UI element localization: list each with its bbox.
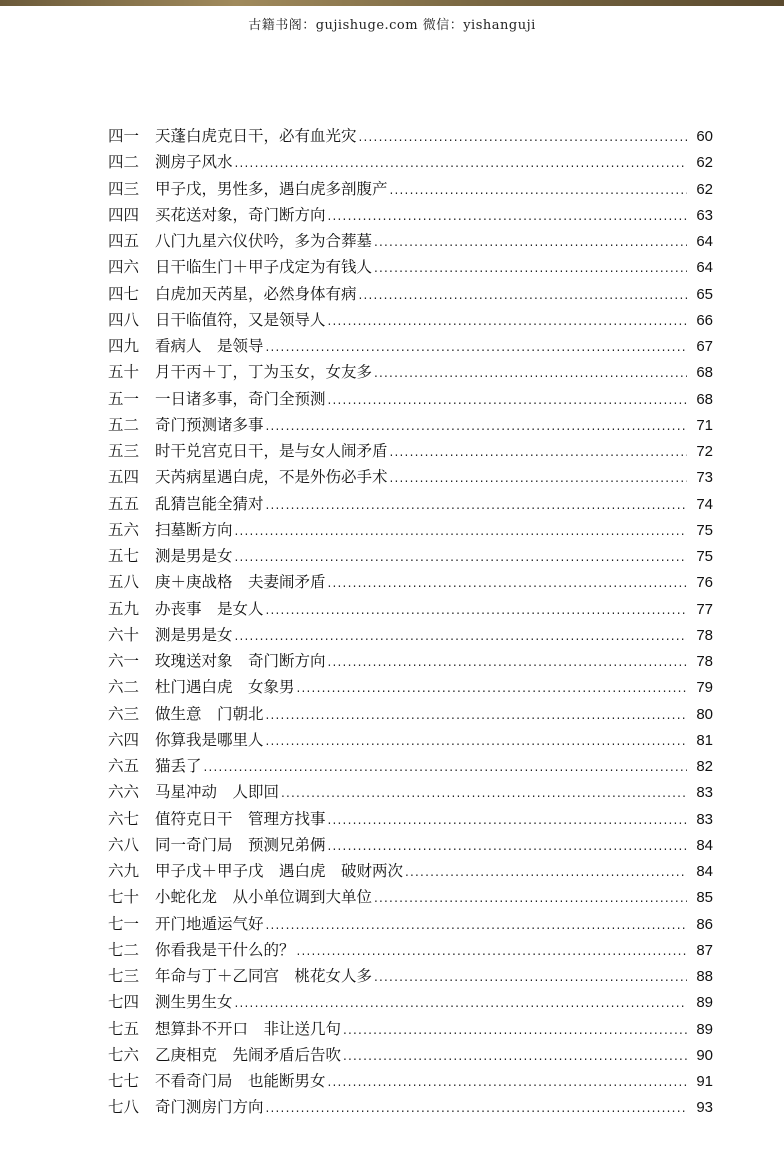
- toc-entry-title: 奇门测房门方向: [155, 1098, 264, 1117]
- toc-leader-dots: [297, 938, 687, 964]
- toc-leader-dots: [359, 124, 687, 150]
- toc-entry-title: 乙庚相克 先闹矛盾后告吹: [155, 1045, 342, 1064]
- toc-entry[interactable]: [108, 254, 713, 280]
- toc-entry-title: 奇门预测诸多事: [155, 415, 264, 434]
- toc-entry-page: 68: [696, 390, 713, 408]
- toc-entry-page: 79: [696, 679, 713, 697]
- toc-entry-title: 甲子戊＋甲子戊 遇白虎 破财两次: [155, 862, 404, 880]
- toc-entry[interactable]: [108, 123, 713, 149]
- table-of-contents: [108, 123, 713, 1121]
- toc-entry-page: 62: [696, 154, 713, 172]
- toc-leader-dots: [390, 177, 687, 203]
- toc-leader-dots: [328, 570, 687, 596]
- toc-entry-title: 开门地遁运气好: [155, 914, 264, 933]
- toc-entry-title: 测是男是女: [155, 547, 233, 565]
- toc-leader-dots: [235, 518, 687, 544]
- toc-entry-number: 六三: [108, 704, 140, 723]
- toc-entry-title: 天芮病星遇白虎，不是外伤必手术: [155, 468, 388, 487]
- toc-leader-dots: [374, 255, 687, 281]
- toc-leader-dots: [374, 229, 687, 255]
- toc-leader-dots: [266, 1095, 687, 1121]
- toc-leader-dots: [235, 150, 687, 176]
- toc-entry[interactable]: [108, 149, 713, 175]
- toc-entry-number: 五六: [108, 520, 140, 539]
- toc-entry-title: 八门九星六仪伏吟，多为合葬墓: [155, 232, 373, 250]
- toc-entry[interactable]: [108, 412, 713, 438]
- toc-entry-page: 75: [696, 548, 713, 565]
- toc-entry[interactable]: [108, 202, 713, 228]
- toc-entry-number: 五四: [108, 468, 140, 487]
- toc-entry[interactable]: [108, 911, 713, 937]
- toc-entry[interactable]: [108, 569, 713, 595]
- toc-leader-dots: [374, 964, 687, 990]
- toc-entry-number: 五十: [108, 363, 140, 382]
- toc-entry-title: 想算卦不开口 非让送几句: [155, 1019, 342, 1038]
- toc-entry[interactable]: [108, 622, 713, 648]
- toc-entry[interactable]: [108, 779, 713, 805]
- toc-entry-title: 买花送对象，奇门断方向: [155, 205, 326, 224]
- toc-entry-title: 不看奇门局 也能断男女: [155, 1072, 326, 1090]
- toc-leader-dots: [266, 912, 687, 938]
- toc-entry-title: 小蛇化龙 从小单位调到大单位: [155, 888, 373, 907]
- toc-entry-number: 四六: [108, 258, 140, 277]
- toc-entry-title: 日干临生门＋甲子戊定为有钱人: [155, 258, 373, 277]
- toc-entry[interactable]: [108, 543, 713, 569]
- toc-entry[interactable]: [108, 832, 713, 858]
- toc-entry-number: 五八: [108, 573, 140, 592]
- toc-entry-page: 89: [696, 1020, 713, 1038]
- toc-entry-page: 82: [696, 758, 713, 775]
- toc-entry-page: 93: [696, 1099, 713, 1117]
- toc-entry-number: 四三: [108, 179, 140, 198]
- toc-leader-dots: [328, 387, 687, 413]
- toc-leader-dots: [266, 492, 687, 518]
- toc-entry[interactable]: [108, 281, 713, 307]
- toc-entry-page: 78: [696, 626, 713, 644]
- toc-leader-dots: [297, 675, 687, 701]
- toc-entry-title: 白虎加天芮星，必然身体有病: [155, 284, 357, 303]
- toc-entry-page: 67: [696, 338, 713, 355]
- toc-entry-number: 四一: [108, 127, 140, 145]
- toc-leader-dots: [281, 780, 687, 806]
- toc-leader-dots: [328, 649, 687, 675]
- toc-entry[interactable]: [108, 386, 713, 412]
- toc-entry-page: 64: [696, 259, 713, 277]
- toc-entry[interactable]: [108, 963, 713, 989]
- toc-leader-dots: [266, 728, 687, 754]
- toc-entry-page: 62: [696, 180, 713, 198]
- toc-entry[interactable]: [108, 858, 713, 884]
- toc-entry[interactable]: [108, 674, 713, 700]
- toc-entry[interactable]: [108, 359, 713, 385]
- toc-entry[interactable]: [108, 648, 713, 674]
- toc-entry-title: 测生男生女: [155, 993, 233, 1012]
- toc-entry-page: 65: [696, 285, 713, 303]
- toc-entry-title: 猫丢了: [155, 757, 202, 775]
- toc-leader-dots: [328, 308, 687, 334]
- toc-entry-page: 64: [696, 233, 713, 250]
- toc-leader-dots: [235, 990, 687, 1016]
- toc-leader-dots: [374, 360, 687, 386]
- toc-leader-dots: [235, 623, 687, 649]
- toc-entry-title: 年命与丁＋乙同宫 桃花女人多: [155, 967, 373, 985]
- toc-entry-title: 测房子风水: [155, 153, 233, 172]
- top-border: [0, 0, 784, 6]
- toc-entry-page: 87: [696, 941, 713, 959]
- toc-leader-dots: [390, 439, 687, 465]
- toc-leader-dots: [359, 282, 687, 308]
- toc-leader-dots: [204, 754, 687, 780]
- toc-entry-number: 五七: [108, 547, 140, 565]
- toc-entry-number: 七二: [108, 940, 140, 959]
- toc-entry-title: 值符克日干 管理方找事: [155, 809, 326, 828]
- toc-entry[interactable]: [108, 1042, 713, 1068]
- toc-entry-title: 甲子戊，男性多，遇白虎多剖腹产: [155, 179, 388, 198]
- toc-entry[interactable]: [108, 1016, 713, 1042]
- toc-entry-number: 六八: [108, 835, 140, 854]
- toc-entry-number: 七一: [108, 914, 140, 933]
- toc-entry-number: 五九: [108, 599, 140, 618]
- toc-leader-dots: [343, 1043, 687, 1069]
- toc-entry[interactable]: [108, 753, 713, 779]
- toc-leader-dots: [266, 413, 687, 439]
- toc-entry-title: 看病人 是领导: [155, 337, 264, 355]
- toc-entry-title: 杜门遇白虎 女象男: [155, 678, 295, 697]
- toc-entry-page: 90: [696, 1046, 713, 1064]
- toc-leader-dots: [328, 807, 687, 833]
- toc-entry[interactable]: [108, 464, 713, 490]
- toc-entry-title: 乱猜岂能全猜对: [155, 494, 264, 513]
- toc-entry-title: 你看我是干什么的？: [155, 940, 295, 959]
- toc-entry[interactable]: [108, 701, 713, 727]
- toc-entry-number: 七十: [108, 888, 140, 907]
- toc-entry-number: 七七: [108, 1072, 140, 1090]
- toc-entry-number: 四九: [108, 337, 140, 355]
- toc-entry-page: 71: [696, 416, 713, 434]
- toc-entry-number: 七三: [108, 967, 140, 985]
- toc-entry-number: 六四: [108, 730, 140, 749]
- toc-entry-number: 五一: [108, 389, 140, 408]
- toc-entry-title: 你算我是哪里人: [155, 730, 264, 749]
- toc-entry[interactable]: [108, 884, 713, 910]
- toc-entry-page: 74: [696, 495, 713, 513]
- toc-entry-number: 四七: [108, 284, 140, 303]
- toc-entry[interactable]: [108, 937, 713, 963]
- toc-entry-number: 六五: [108, 757, 140, 775]
- toc-entry-title: 玫瑰送对象 奇门断方向: [155, 652, 326, 670]
- toc-entry-title: 做生意 门朝北: [155, 704, 264, 723]
- toc-entry-page: 85: [696, 889, 713, 907]
- toc-entry-number: 七八: [108, 1098, 140, 1117]
- toc-entry-title: 测是男是女: [155, 625, 233, 644]
- toc-entry-title: 一日诸多事，奇门全预测: [155, 389, 326, 408]
- toc-entry-number: 六一: [108, 652, 140, 670]
- toc-leader-dots: [328, 833, 687, 859]
- toc-entry-number: 四八: [108, 310, 140, 329]
- toc-entry[interactable]: [108, 438, 713, 464]
- toc-entry-page: 66: [696, 311, 713, 329]
- toc-entry[interactable]: [108, 1094, 713, 1120]
- toc-entry-page: 86: [696, 915, 713, 933]
- toc-entry-page: 75: [696, 521, 713, 539]
- toc-entry[interactable]: [108, 727, 713, 753]
- toc-entry-title: 天蓬白虎克日干，必有血光灾: [155, 127, 357, 145]
- toc-entry-number: 六七: [108, 809, 140, 828]
- toc-entry[interactable]: [108, 806, 713, 832]
- toc-leader-dots: [328, 203, 687, 229]
- toc-entry-number: 六六: [108, 783, 140, 802]
- toc-entry-page: 68: [696, 364, 713, 382]
- toc-leader-dots: [405, 859, 687, 885]
- toc-entry[interactable]: [108, 517, 713, 543]
- toc-entry[interactable]: [108, 307, 713, 333]
- toc-entry-number: 七六: [108, 1045, 140, 1064]
- toc-entry-number: 五五: [108, 494, 140, 513]
- toc-entry-title: 月干丙＋丁，丁为玉女，女友多: [155, 363, 373, 382]
- toc-entry-number: 六二: [108, 678, 140, 697]
- toc-leader-dots: [266, 702, 687, 728]
- toc-entry[interactable]: [108, 596, 713, 622]
- toc-entry[interactable]: [108, 333, 713, 359]
- toc-entry-title: 庚＋庚战格 夫妻闹矛盾: [155, 573, 326, 592]
- toc-entry-page: 77: [696, 600, 713, 618]
- toc-entry[interactable]: [108, 491, 713, 517]
- toc-entry-number: 四二: [108, 153, 140, 172]
- toc-entry-number: 五三: [108, 442, 140, 460]
- toc-leader-dots: [390, 465, 687, 491]
- toc-entry-page: 84: [696, 836, 713, 854]
- toc-entry-page: 89: [696, 994, 713, 1012]
- toc-entry-page: 72: [696, 443, 713, 460]
- toc-entry-title: 日干临值符，又是领导人: [155, 310, 326, 329]
- toc-entry[interactable]: [108, 989, 713, 1015]
- toc-leader-dots: [328, 1069, 687, 1095]
- toc-entry-page: 91: [696, 1073, 713, 1090]
- toc-entry-page: 83: [696, 784, 713, 802]
- toc-entry-title: 时干兑宫克日干，是与女人闹矛盾: [155, 442, 388, 460]
- toc-leader-dots: [235, 544, 687, 570]
- toc-entry-page: 76: [696, 574, 713, 592]
- toc-entry[interactable]: [108, 1068, 713, 1094]
- toc-entry-number: 五二: [108, 415, 140, 434]
- toc-entry-page: 88: [696, 968, 713, 985]
- toc-entry-title: 马星冲动 人即回: [155, 783, 280, 802]
- toc-entry-number: 七五: [108, 1019, 140, 1038]
- toc-entry-page: 73: [696, 469, 713, 487]
- toc-entry-page: 81: [696, 731, 713, 749]
- toc-entry-number: 六十: [108, 625, 140, 644]
- toc-entry-title: 扫墓断方向: [155, 520, 233, 539]
- toc-entry-number: 六九: [108, 862, 140, 880]
- toc-entry-title: 办丧事 是女人: [155, 599, 264, 618]
- toc-entry-number: 七四: [108, 993, 140, 1012]
- toc-leader-dots: [374, 885, 687, 911]
- toc-entry-number: 四五: [108, 232, 140, 250]
- site-header: 古籍书阁：gujishuge.com 微信：yishanguji: [248, 18, 536, 33]
- toc-entry-number: 四四: [108, 205, 140, 224]
- toc-leader-dots: [266, 597, 687, 623]
- toc-entry-page: 80: [696, 705, 713, 723]
- toc-leader-dots: [266, 334, 687, 360]
- toc-entry-page: 60: [696, 128, 713, 145]
- toc-entry-page: 78: [696, 653, 713, 670]
- toc-entry[interactable]: [108, 176, 713, 202]
- toc-entry[interactable]: [108, 228, 713, 254]
- toc-entry-page: 84: [696, 863, 713, 880]
- toc-entry-page: 63: [696, 206, 713, 224]
- toc-entry-page: 83: [696, 810, 713, 828]
- toc-entry-title: 同一奇门局 预测兄弟俩: [155, 835, 326, 854]
- toc-leader-dots: [343, 1017, 687, 1043]
